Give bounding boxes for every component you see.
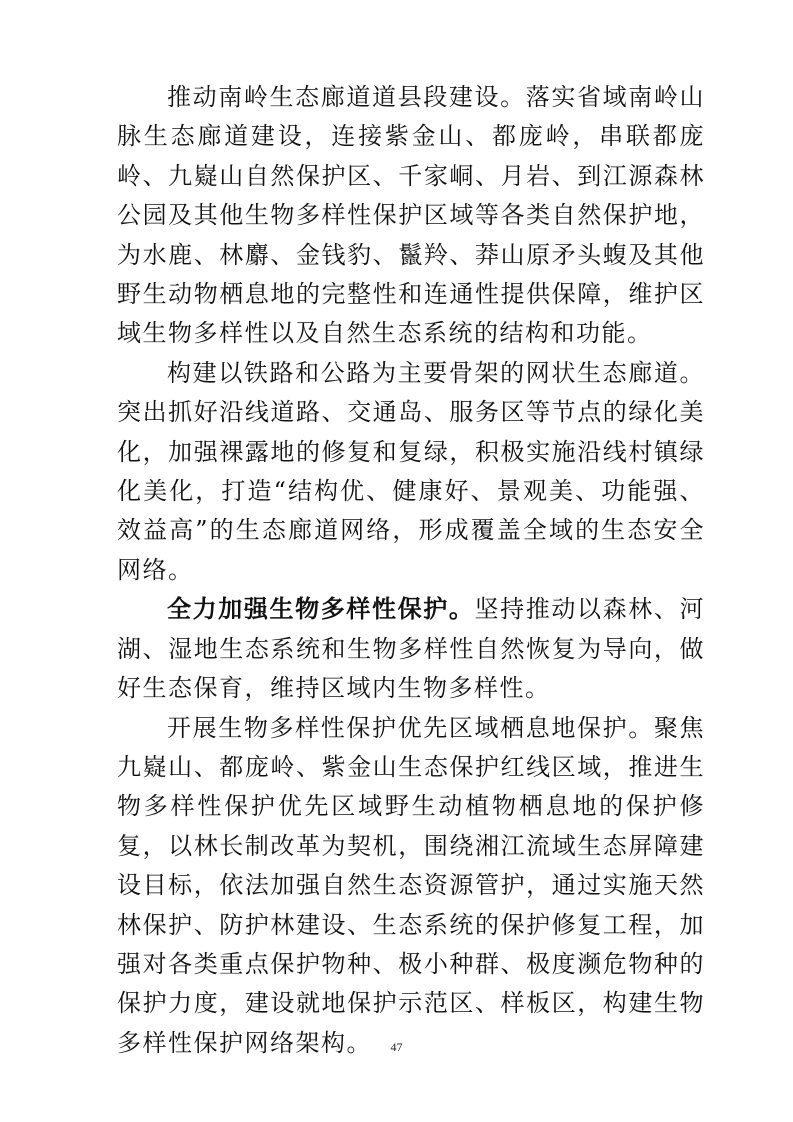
- paragraph-nanling-corridor: [117, 78, 705, 354]
- document-body: [117, 78, 705, 1063]
- paragraph-text: 推动南岭生态廊道道县段建设。落实省域南岭山脉生态廊道建设，连接紫金山、都庞岭，串联都庞岭、九嶷山自然保护区、千家峒、月岩、到江源森林公园及其他生物多样性保护区域等各类自然保护地，为水鹿、林麝、金钱豹、鬣羚、莽山原矛头蝮及其他野生动物栖息地的完整性和连通性提供保障，维护区域生物多样性以及自然生态系统的结构和功能。: [117, 83, 705, 348]
- paragraph-habitat-protection: [117, 709, 705, 1064]
- paragraph-network-corridor: [117, 354, 705, 590]
- paragraph-text: 开展生物多样性保护优先区域栖息地保护。聚焦九嶷山、都庞岭、紫金山生态保护红线区域，推进生物多样性保护优先区域野生动植物栖息地的保护修复，以林长制改革为契机，围绕湘江流域生态屏障建设目标，依法加强自然生态资源管护，通过实施天然林保护、防护林建设、生态系统的保护修复工程，加强对各类重点保护物种、极小种群、极度濒危物种的保护力度，建设就地保护示范区、样板区，构建生物多样性保护网络架构。: [117, 713, 705, 1057]
- paragraph-text: 坚持推动以森林、河湖、湿地生态系统和生物多样性自然恢复为导向，做好生态保育，维持区域内生物多样性。: [117, 595, 705, 703]
- paragraph-heading-bold: 全力加强生物多样性保护。: [167, 595, 475, 624]
- paragraph-text: 构建以铁路和公路为主要骨架的网状生态廊道。突出抓好沿线道路、交通岛、服务区等节点的绿化美化，加强裸露地的修复和复绿，积极实施沿线村镇绿化美化，打造“结构优、健康好、景观美、功能强、效益高”的生态廊道网络，形成覆盖全域的生态安全网络。: [117, 358, 705, 584]
- paragraph-biodiversity-protection: [117, 590, 705, 708]
- page-number: 47: [390, 1040, 403, 1054]
